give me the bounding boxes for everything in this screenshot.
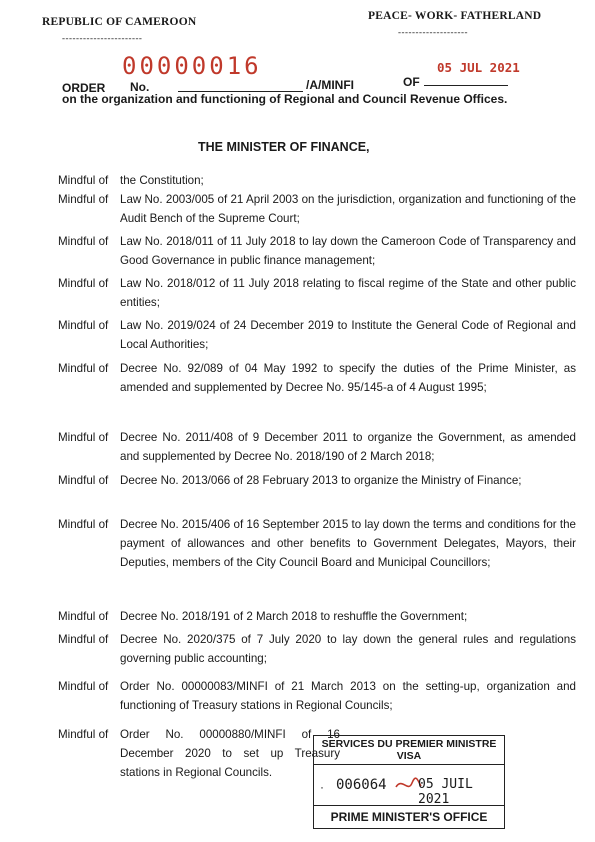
mindful-label: Mindful of	[58, 319, 109, 332]
mindful-text: Decree No. 2011/408 of 9 December 2011 to organize the Government, as amended and supplemented by Decree No. 2018/190 of 2 March 2018;	[120, 431, 576, 463]
mindful-label: Mindful of	[58, 362, 109, 375]
mindful-text: Decree No. 2020/375 of 7 July 2020 to lay down the general rules and regulations governing public accounting;	[120, 633, 576, 665]
mindful-label: Mindful of	[58, 728, 109, 741]
motto-underline: --------------------	[398, 27, 468, 37]
mindful-text: Law No. 2019/024 of 24 December 2019 to Institute the General Code of Regional and Local Authorities;	[120, 319, 576, 351]
visa-stamp-dot: ·	[320, 780, 324, 794]
mindful-label: Mindful of	[58, 610, 109, 623]
visa-stamp-line1: SERVICES DU PREMIER MINISTRE	[321, 738, 497, 750]
mindful-text: Decree No. 2018/191 of 2 March 2018 to reshuffle the Government;	[120, 610, 468, 623]
mindful-label: Mindful of	[58, 518, 109, 531]
mindful-text: Law No. 2003/005 of 21 April 2003 on the jurisdiction, organization and functioning of the Audit Bench of the Supreme Court;	[120, 193, 576, 225]
visa-stamp-body	[314, 764, 504, 806]
mindful-text: the Constitution;	[120, 174, 204, 187]
mindful-text: Decree No. 92/089 of 04 May 1992 to specify the duties of the Prime Minister, as amended and supplemented by Decree No. 95/145-a of 4 August 1995;	[120, 362, 576, 394]
mindful-label: Mindful of	[58, 277, 109, 290]
motto-title: PEACE- WORK- FATHERLAND	[368, 10, 542, 22]
order-no-word: No.	[130, 80, 150, 94]
mindful-text: Decree No. 2015/406 of 16 September 2015 to lay down the terms and conditions for the payment of allowances and other benefits to Government Delegates, Mayors, their Deputies, members of the City Council Board and Municipal Councillors;	[120, 518, 576, 569]
mindful-text: Law No. 2018/011 of 11 July 2018 to lay down the Cameroon Code of Transparency and Good Governance in public finance management;	[120, 235, 576, 267]
mindful-text: Law No. 2018/012 of 11 July 2018 relating to fiscal regime of the State and other public entities;	[120, 277, 576, 309]
mindful-text: Decree No. 2013/066 of 28 February 2013 to organize the Ministry of Finance;	[120, 474, 522, 487]
order-subject: on the organization and functioning of Regional and Council Revenue Offices.	[62, 92, 508, 106]
visa-stamp-date: 05 JUIL 2021	[418, 777, 473, 807]
mindful-label: Mindful of	[58, 174, 109, 187]
mindful-label: Mindful of	[58, 235, 109, 248]
minister-heading: THE MINISTER OF FINANCE,	[198, 140, 370, 154]
mindful-label: Mindful of	[58, 680, 109, 693]
order-date-blank	[424, 85, 508, 86]
visa-stamp	[313, 735, 505, 829]
mindful-label: Mindful of	[58, 474, 109, 487]
order-number-stamp: 00000016	[122, 52, 262, 80]
mindful-label: Mindful of	[58, 633, 109, 646]
mindful-text: Order No. 00000880/MINFI of 16 December 2020 to set up Treasury stations in Regional Councils.	[120, 728, 340, 779]
mindful-label: Mindful of	[58, 193, 109, 206]
mindful-text: Order No. 00000083/MINFI of 21 March 2013 on the setting-up, organization and functioning of Treasury stations in Regional Councils;	[120, 680, 576, 712]
country-title-underline: -----------------------	[62, 33, 143, 43]
order-date-stamp: 05 JUL 2021	[437, 60, 520, 75]
country-title: REPUBLIC OF CAMEROON	[42, 16, 197, 28]
visa-stamp-footer: PRIME MINISTER'S OFFICE	[330, 810, 488, 824]
order-suffix: /A/MINFI	[306, 78, 354, 92]
mindful-label: Mindful of	[58, 431, 109, 444]
order-word: ORDER	[62, 81, 106, 95]
order-of-word: OF	[403, 75, 420, 89]
visa-stamp-line2: VISA	[396, 750, 422, 762]
visa-stamp-number: 006064	[336, 777, 387, 793]
